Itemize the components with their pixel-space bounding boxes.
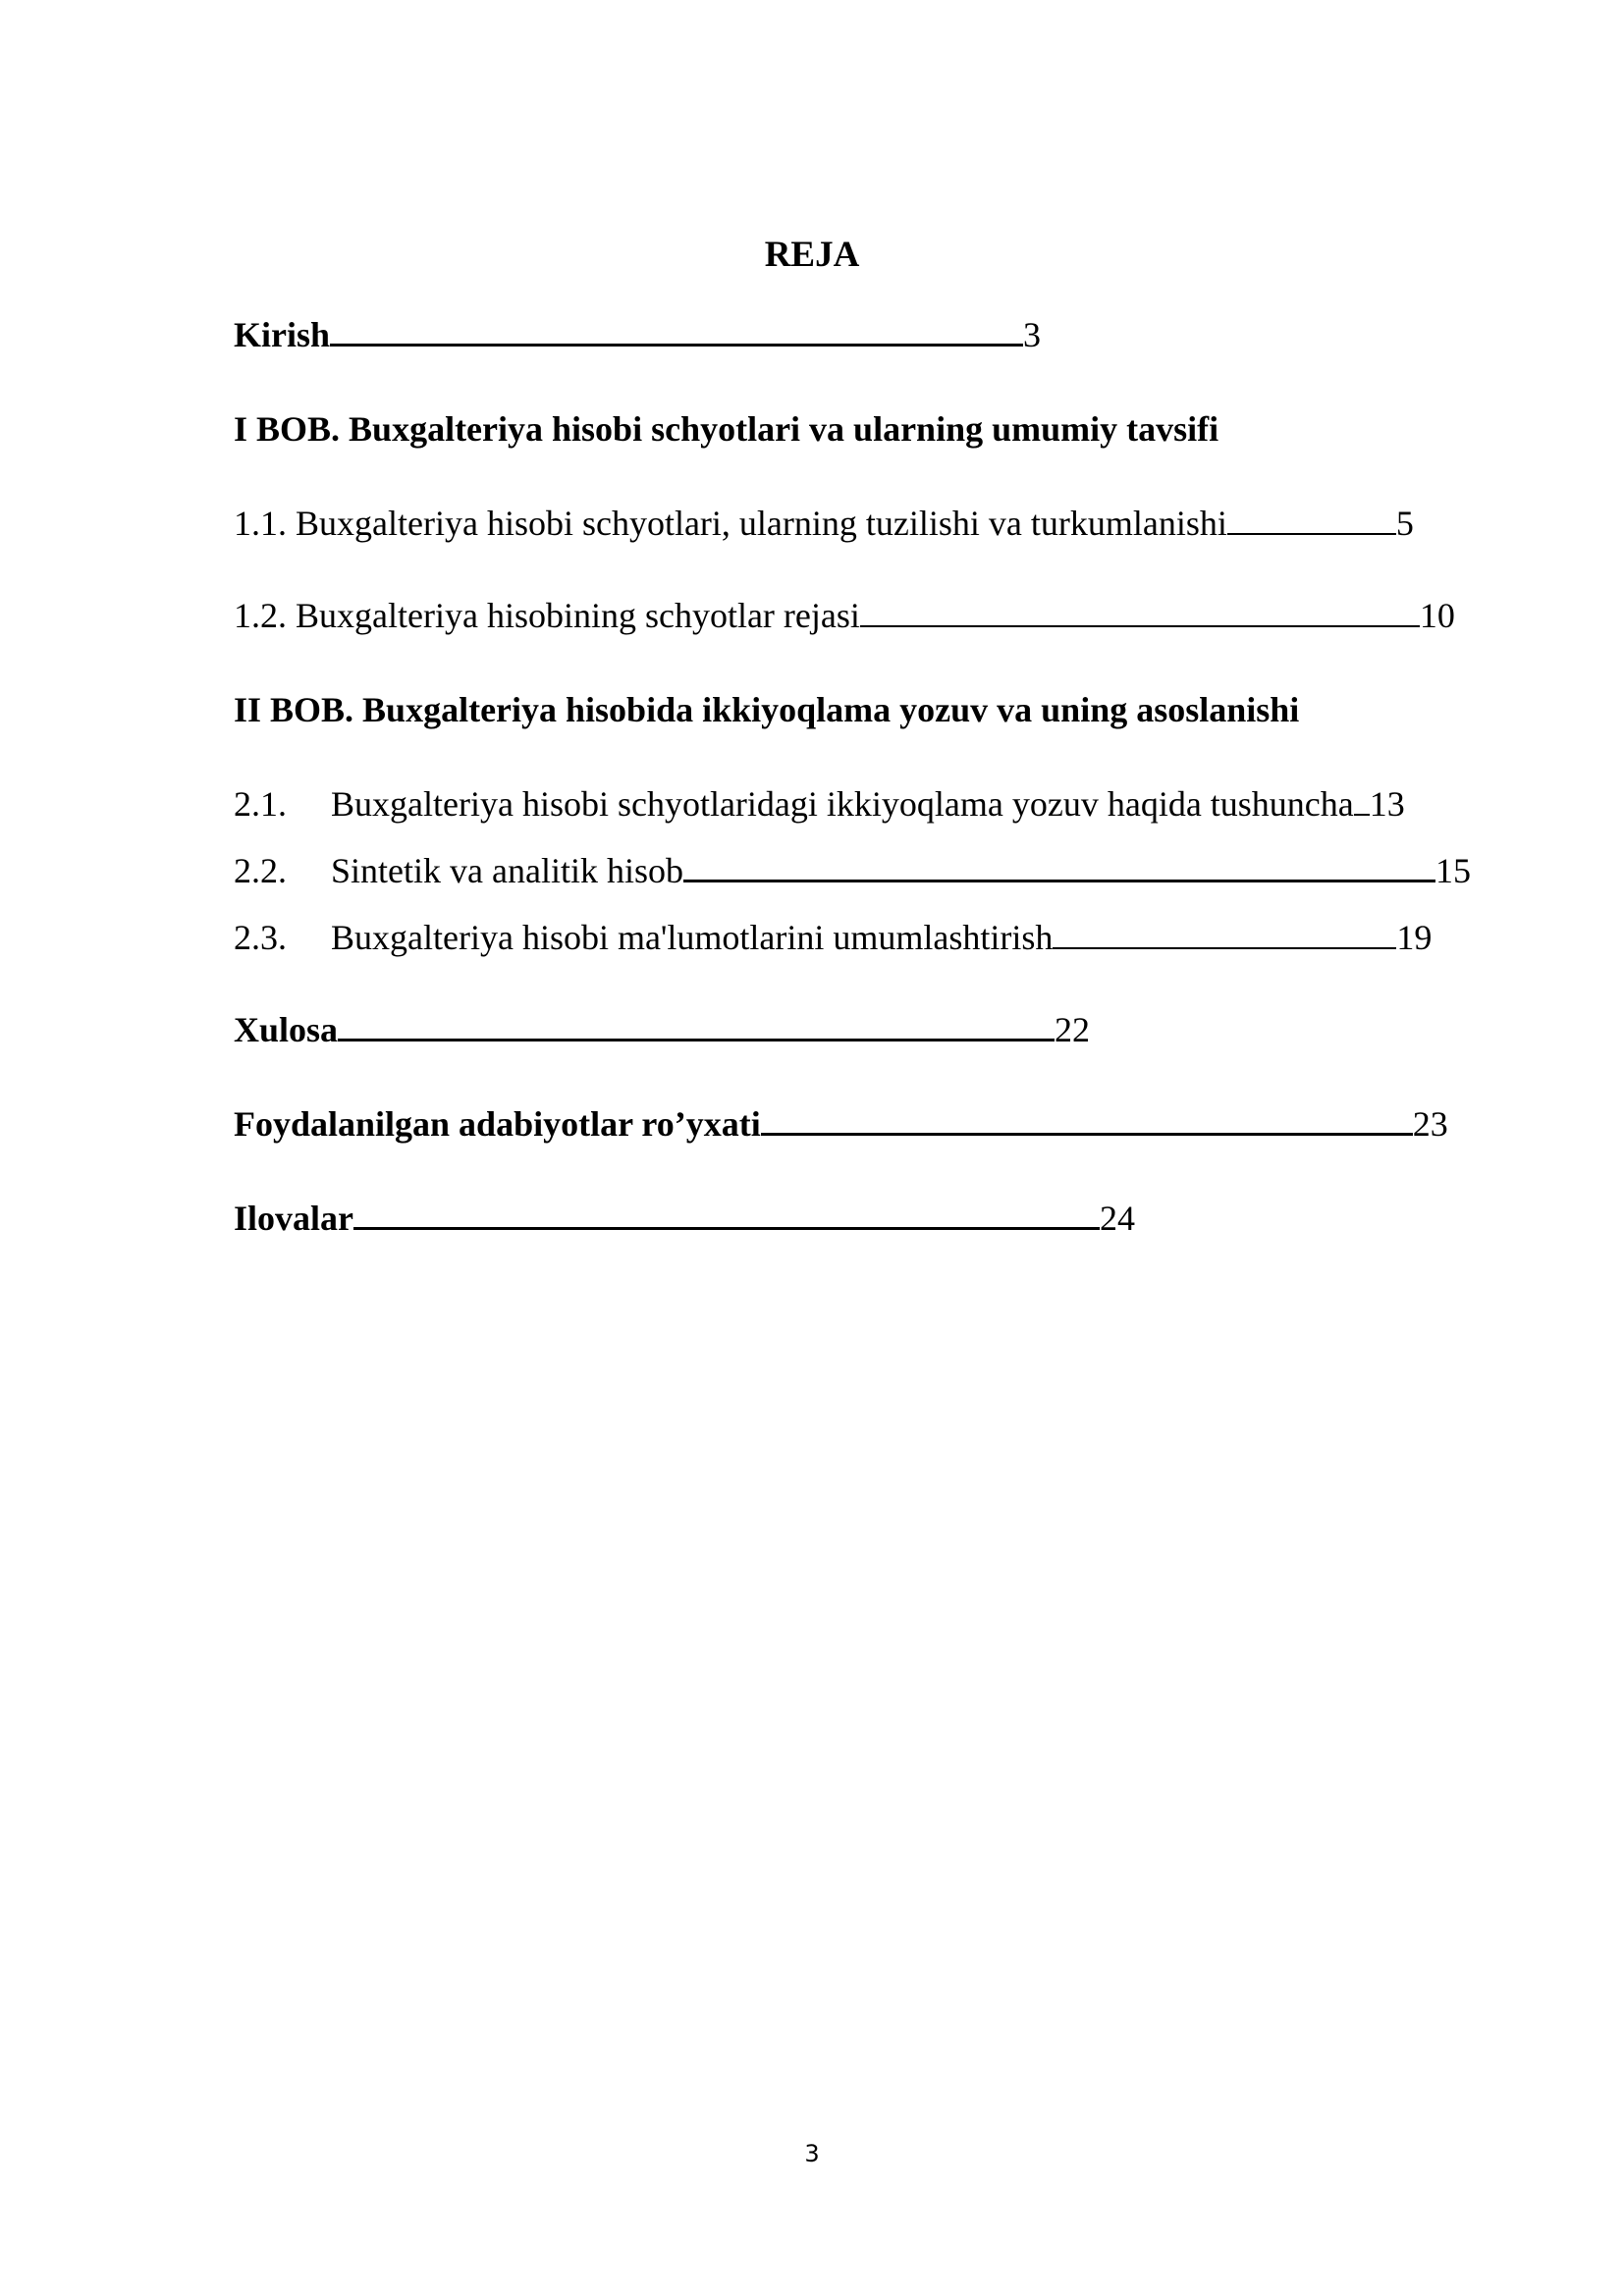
toc-label: Kirish bbox=[234, 315, 331, 354]
toc-page: 5 bbox=[1395, 504, 1414, 543]
toc-page: 22 bbox=[1055, 1010, 1091, 1049]
leader-line bbox=[1227, 533, 1396, 535]
toc-number: 2.1. bbox=[234, 784, 287, 824]
toc-heading: II BOB. Buxgalteriya hisobida ikkiyoqlama yozuv va uning asoslanishi bbox=[234, 690, 1300, 729]
toc-label: 1.1. Buxgalteriya hisobi schyotlari, ularning tuzilishi va turkumlanishi bbox=[234, 504, 1227, 543]
toc-chapter-1 bbox=[234, 406, 1218, 452]
toc-page: 13 bbox=[1369, 784, 1405, 824]
toc-page: 19 bbox=[1396, 918, 1433, 957]
toc-page: 24 bbox=[1100, 1199, 1135, 1238]
toc-number: 2.2. bbox=[234, 851, 287, 890]
toc-entry-1-1 bbox=[234, 501, 1414, 546]
toc-label: Ilovalar bbox=[234, 1199, 353, 1238]
leader-line bbox=[1053, 947, 1396, 949]
toc-entry-xulosa bbox=[234, 1007, 1090, 1052]
toc-label: Buxgalteriya hisobi schyotlaridagi ikkiyoqlama yozuv haqida tushuncha bbox=[331, 784, 1354, 824]
toc-entry-1-2 bbox=[234, 593, 1455, 638]
page-title: REJA bbox=[764, 235, 860, 275]
toc-label: 1.2. Buxgalteriya hisobining schyotlar rejasi bbox=[234, 596, 860, 635]
leader-line bbox=[330, 344, 1023, 347]
toc-entry-2-2 bbox=[234, 848, 1471, 893]
leader-line bbox=[1354, 814, 1370, 816]
toc-page: 10 bbox=[1419, 596, 1455, 635]
leader-line bbox=[761, 1133, 1413, 1136]
toc-label: Xulosa bbox=[234, 1010, 339, 1049]
toc-page: 15 bbox=[1435, 851, 1471, 890]
toc-entry-references bbox=[234, 1101, 1448, 1147]
toc-label: Buxgalteriya hisobi ma'lumotlarini umumlashtirish bbox=[331, 918, 1054, 957]
toc-entry-2-3 bbox=[234, 915, 1432, 960]
page-number: 3 bbox=[804, 2140, 820, 2167]
toc-label: Sintetik va analitik hisob bbox=[331, 851, 683, 890]
leader-line bbox=[338, 1039, 1055, 1041]
leader-line bbox=[683, 880, 1435, 882]
toc-entry-kirish bbox=[234, 312, 1041, 357]
toc-number: 2.3. bbox=[234, 918, 287, 957]
toc-page: 3 bbox=[1023, 315, 1042, 354]
toc-chapter-2 bbox=[234, 687, 1299, 732]
toc-entry-2-1 bbox=[234, 781, 1405, 827]
toc-heading: I BOB. Buxgalteriya hisobi schyotlari va ularning umumiy tavsifi bbox=[234, 409, 1219, 449]
toc-label: Foydalanilgan adabiyotlar ro’yxati bbox=[234, 1104, 761, 1144]
leader-line bbox=[353, 1227, 1100, 1230]
toc-entry-ilovalar bbox=[234, 1196, 1135, 1241]
leader-line bbox=[860, 625, 1420, 627]
toc-page: 23 bbox=[1412, 1104, 1448, 1144]
